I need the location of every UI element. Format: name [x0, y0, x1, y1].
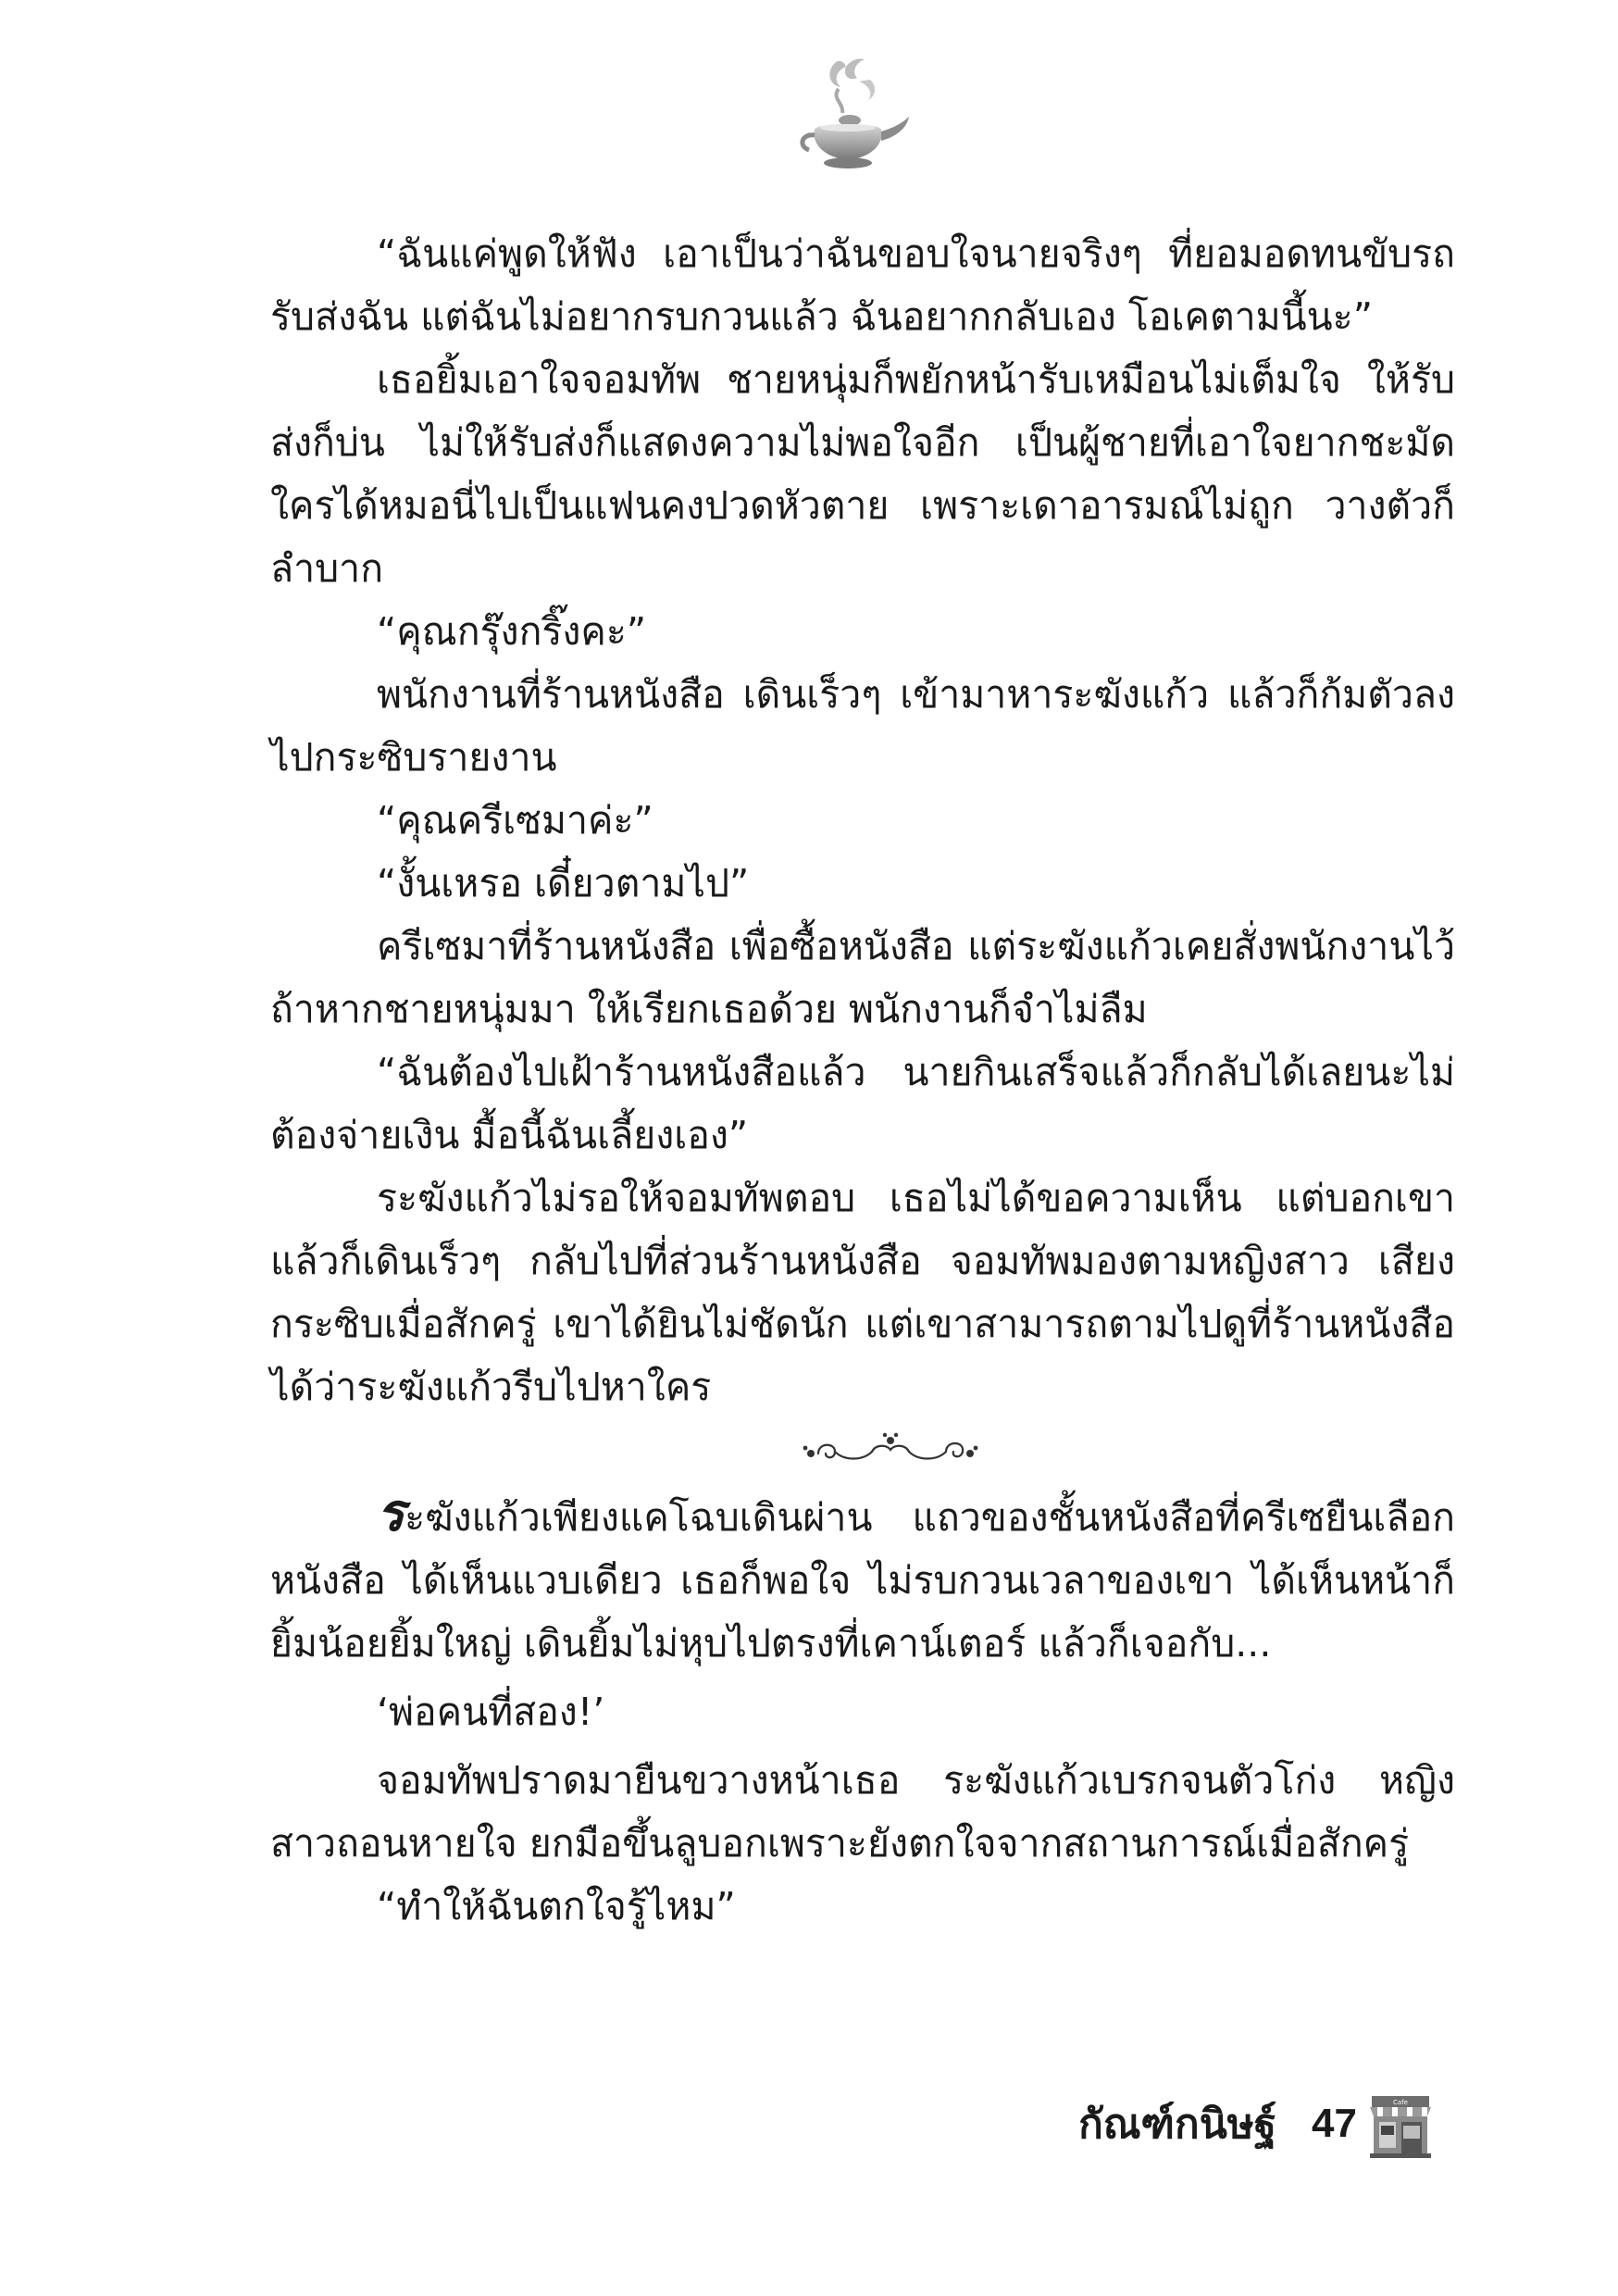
paragraph: “คุณครีเซมาค่ะ”	[377, 798, 653, 842]
paragraph: จอมทัพปราดมายืนขวางหน้าเธอ ระฆังแก้วเบรกจนตัวโก่ง หญิงสาวถอนหายใจ ยกมือขึ้นลูบอกเพราะยังตกใจจากสถานการณ์เมื่อสักครู่	[270, 1758, 1455, 1866]
svg-text:Cafe: Cafe	[1393, 2099, 1408, 2106]
paragraph: ‘พ่อคนที่สอง!’	[377, 1690, 605, 1734]
paragraph: “คุณกรุ๊งกริ๊งคะ”	[377, 609, 647, 654]
paragraph: “ฉันแค่พูดให้ฟัง เอาเป็นว่าฉันขอบใจนายจริงๆ ที่ยอมอดทนขับรถรับส่งฉัน แต่ฉันไม่อยากรบกวนแล้ว ฉันอยากกลับเอง โอเคตามนี้นะ”	[270, 231, 1455, 339]
paragraph: “ทำให้ฉันตกใจรู้ไหม”	[377, 1884, 736, 1928]
paragraph: “ฉันต้องไปเฝ้าร้านหนังสือแล้ว นายกินเสร็จแล้วก็กลับได้เลยนะไม่ต้องจ่ายเงิน มื้อนี้ฉันเลี้ยงเอง”	[270, 1050, 1455, 1157]
book-title: กัณฑ์กนิษฐ์	[1078, 2101, 1277, 2148]
paragraph: ครีเซมาที่ร้านหนังสือ เพื่อซื้อหนังสือ แต่ระฆังแก้วเคยสั่งพนักงานไว้ถ้าหากชายหนุ่มมา ให้เรียกเธอด้วย พนักงานก็จำไม่ลืม	[270, 924, 1455, 1031]
flourish-divider-icon	[798, 1420, 983, 1478]
paragraph-text: ะฆังแก้วเพียงแคโฉบเดินผ่าน แถวของชั้นหนังสือที่ครีเซยืนเลือกหนังสือ ได้เห็นแวบเดียว เธอก็พอใจ ไม่รบกวนเวลาของเขา ได้เห็นหน้าก็ยิ้มน้อยยิ้มใหญ่ เดินยิ้มไม่หุบไปตรงที่เคาน์เตอร์ แล้วก็เจอกับ...	[270, 1495, 1455, 1666]
page-number: 47	[1312, 2101, 1357, 2146]
paragraph: “งั้นเหรอ เดี๋ยวตามไป”	[377, 861, 750, 905]
bookshop-icon	[1368, 2089, 1433, 2159]
paragraph: เธอยิ้มเอาใจจอมทัพ ชายหนุ่มก็พยักหน้ารับเหมือนไม่เต็มใจ ให้รับส่งก็บ่น ไม่ให้รับส่งก็แสดงความไม่พอใจอีก เป็นผู้ชายที่เอาใจยากชะมัด ใครได้หมอนี่ไปเป็นแฟนคงปวดหัวตาย เพราะเดาอารมณ์ไม่ถูก วางตัวก็ลำบาก	[270, 357, 1455, 591]
page-footer	[1078, 2089, 1433, 2159]
paragraph-with-dropcap	[270, 1481, 1455, 1675]
drop-cap: ร	[377, 1482, 405, 1543]
genie-lamp-icon	[778, 44, 916, 183]
paragraph: ระฆังแก้วไม่รอให้จอมทัพตอบ เธอไม่ได้ขอความเห็น แต่บอกเขาแล้วก็เดินเร็วๆ กลับไปที่ส่วนร้านหนังสือ จอมทัพมองตามหญิงสาว เสียงกระซิบเมื่อสักครู่ เขาได้ยินไม่ชัดนัก แต่เขาสามารถตามไปดูที่ร้านหนังสือได้ว่าระฆังแก้วรีบไปหาใคร	[270, 1176, 1455, 1409]
paragraph: พนักงานที่ร้านหนังสือ เดินเร็วๆ เข้ามาหาระฆังแก้ว แล้วก็ก้มตัวลงไปกระซิบรายงาน	[270, 672, 1455, 780]
body-text	[270, 222, 1455, 1938]
